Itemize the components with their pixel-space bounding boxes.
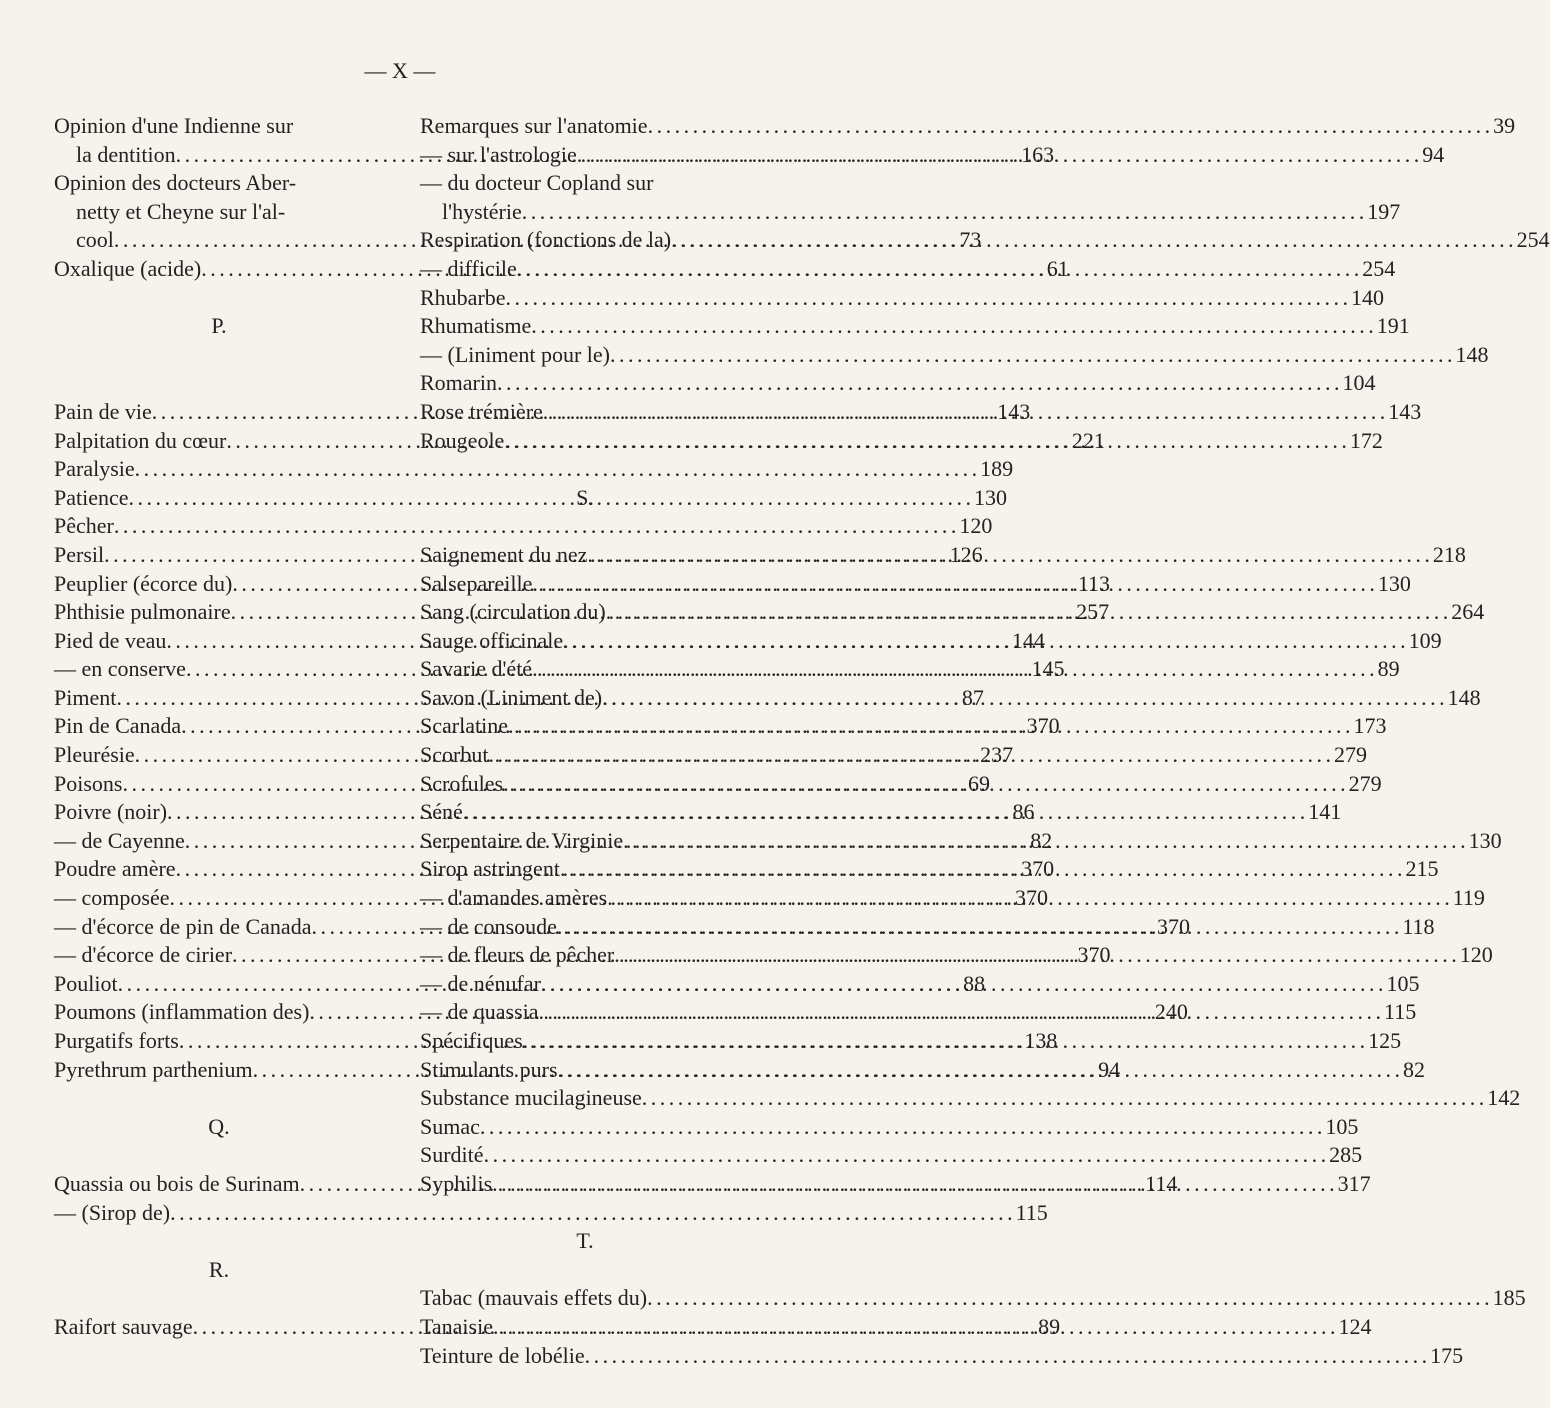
entry-page-number: 105 [1325, 1113, 1359, 1139]
leader-dots [539, 998, 1381, 1027]
leader-dots [463, 798, 1305, 827]
index-entry [420, 1284, 1526, 1313]
entry-page-number: 254 [1362, 255, 1396, 281]
leader-dots [560, 855, 1402, 884]
leader-dots [503, 770, 1345, 799]
spacer [54, 1084, 384, 1113]
index-entry [54, 455, 1014, 484]
entry-term: cool [76, 227, 114, 253]
leader-dots [541, 970, 1383, 999]
entry-term: — de quassia [420, 999, 539, 1025]
entry-page-number: 61 [1046, 255, 1069, 281]
leader-dots [508, 712, 1350, 741]
leader-dots [497, 369, 1339, 398]
index-entry [54, 198, 384, 227]
entry-page-number: 69 [967, 770, 990, 796]
entry-page-number: 138 [1024, 1028, 1058, 1053]
leader-dots [648, 112, 1490, 141]
leader-dots [532, 655, 1374, 684]
entry-term: Sumac [420, 1113, 480, 1139]
entry-term: — de nénufar [420, 970, 541, 996]
entry-term: Pouliot [54, 970, 118, 996]
index-entry [420, 169, 750, 198]
entry-term: Poivre (noir) [54, 799, 168, 825]
entry-page-number: 86 [1012, 799, 1035, 825]
entry-term: Spécifiques [420, 1028, 523, 1053]
entry-page-number: 175 [1430, 1342, 1464, 1368]
entry-page-number: 120 [1459, 942, 1493, 968]
entry-term: Substance mucilagineuse [420, 1085, 642, 1111]
section-letter: Q. [208, 1113, 230, 1139]
entry-page-number: 89 [1377, 656, 1400, 682]
entry-term: Opinion d'une Indienne sur [54, 113, 294, 138]
entry-term: Séné [420, 799, 463, 825]
entry-term: Pleurésie [54, 742, 135, 768]
leader-dots [623, 827, 1465, 856]
index-entry [420, 1113, 1359, 1142]
leader-dots [532, 570, 1374, 599]
index-entry [420, 284, 1385, 313]
entry-page-number: 73 [959, 227, 982, 253]
entry-term: — d'amandes amères [420, 885, 608, 911]
entry-page-number: 143 [1388, 398, 1422, 424]
leader-dots [493, 1313, 1335, 1342]
index-entry [420, 198, 1401, 227]
entry-page-number: 279 [1348, 770, 1382, 796]
entry-term: Pied de veau [54, 627, 167, 653]
entry-term: Stimulants purs [420, 1056, 558, 1082]
entry-term: Rhumatisme [420, 313, 532, 339]
spacer [54, 1227, 384, 1256]
leader-dots [506, 284, 1348, 313]
entry-term: Raifort sauvage [54, 1313, 193, 1339]
entry-term: Surdité [420, 1142, 484, 1168]
entry-term: Rose trémière [420, 398, 543, 424]
entry-term: — de fleurs de pêcher [420, 942, 615, 968]
entry-term: Sirop astringent [420, 856, 560, 882]
leader-dots [504, 427, 1346, 456]
entry-page-number: 191 [1376, 313, 1410, 339]
index-entry [420, 112, 1516, 141]
entry-page-number: 125 [1368, 1028, 1402, 1053]
index-entry [420, 312, 1410, 341]
leader-dots [488, 741, 1330, 770]
entry-term: Saignement du nez [420, 541, 588, 567]
spacer [420, 1199, 750, 1228]
spacer [54, 1141, 384, 1170]
section-letter: R. [208, 1256, 230, 1282]
leader-dots [606, 598, 1448, 627]
entry-term: — de consoude [420, 913, 557, 939]
entry-page-number: 221 [1071, 427, 1105, 453]
entry-page-number: 94 [1422, 141, 1445, 167]
entry-page-number: 140 [1351, 284, 1385, 310]
entry-term: Poisons [54, 770, 123, 796]
leader-dots [587, 541, 1429, 570]
entry-term: — de Cayenne [54, 827, 185, 853]
entry-term: Scrofules [420, 770, 504, 796]
entry-term: Sauge officinale [420, 627, 564, 653]
entry-page-number: 130 [1377, 570, 1411, 596]
entry-term: Pin de Canada [54, 713, 182, 739]
entry-term: Pyrethrum parthenium [54, 1056, 253, 1082]
entry-term: Salsepareille [420, 570, 533, 596]
entry-term: Piment [54, 684, 117, 710]
entry-term: Opinion des docteurs Aber- [54, 170, 297, 196]
spacer [420, 512, 750, 541]
entry-term: Purgatifs forts [54, 1028, 179, 1053]
index-entry [420, 369, 1376, 398]
leader-dots [531, 312, 1373, 341]
spacer [54, 369, 384, 398]
entry-page-number: 39 [1493, 113, 1516, 138]
entry-term: Remarques sur l'anatomie [420, 113, 648, 138]
entry-page-number: 89 [1038, 1313, 1061, 1339]
entry-page-number: 109 [1408, 627, 1442, 653]
entry-page-number: 189 [980, 456, 1014, 482]
leader-dots [543, 398, 1385, 427]
entry-term: — en conserve [54, 656, 186, 682]
entry-page-number: 370 [1156, 913, 1190, 939]
entry-term: la dentition [76, 141, 176, 167]
leader-dots [558, 1056, 1400, 1085]
entry-page-number: 124 [1338, 1313, 1372, 1339]
entry-term: Savon (Liniment de) [420, 684, 603, 710]
entry-term: Pain de vie [54, 398, 152, 424]
entry-term: Respiration (fonctions de la) [420, 227, 672, 253]
entry-page-number: 87 [961, 684, 984, 710]
entry-term: Paralysie [54, 456, 135, 482]
entry-page-number: 82 [1403, 1056, 1426, 1082]
leader-dots [671, 226, 1513, 255]
entry-page-number: 118 [1402, 913, 1435, 939]
leader-dots [517, 255, 1359, 284]
index-entry [54, 484, 1008, 513]
entry-term: Scorbut [420, 742, 489, 768]
entry-term: Teinture de lobélie [420, 1342, 585, 1368]
entry-page-number: 172 [1349, 427, 1383, 453]
entry-page-number: 120 [959, 513, 993, 539]
entry-page-number: 114 [1145, 1170, 1178, 1196]
leader-dots [585, 1342, 1427, 1371]
entry-page-number: 163 [1021, 141, 1055, 167]
index-entry [54, 1199, 1048, 1228]
section-letter: P. [211, 313, 227, 339]
entry-term: — d'écorce de cirier [54, 942, 233, 968]
entry-page-number: 143 [997, 398, 1031, 424]
entry-term: Patience [54, 484, 129, 510]
entry-term: — difficile [420, 255, 517, 281]
spacer [420, 455, 750, 484]
entry-term: Savarie d'été [420, 656, 533, 682]
spacer [54, 284, 384, 313]
spacer [54, 1284, 384, 1313]
entry-page-number: 126 [949, 541, 983, 567]
entry-term: Tabac (mauvais effets du) [420, 1285, 648, 1311]
entry-page-number: 254 [1516, 227, 1550, 253]
entry-term: Rougeole [420, 427, 505, 453]
entry-term: — (Liniment pour le) [420, 341, 611, 367]
entry-page-number: 370 [1021, 856, 1055, 882]
section-letter: T. [576, 1228, 594, 1254]
entry-page-number: 237 [980, 742, 1014, 768]
leader-dots [647, 1284, 1489, 1313]
entry-page-number: 173 [1353, 713, 1387, 739]
leader-dots [607, 884, 1449, 913]
entry-term: Pêcher [54, 513, 114, 539]
entry-page-number: 370 [1026, 713, 1060, 739]
entry-page-number: 264 [1451, 599, 1485, 625]
index-entry [420, 1084, 1521, 1113]
index-entry [54, 112, 384, 141]
entry-term: Sang (circulation du) [420, 599, 606, 625]
entry-page-number: 141 [1308, 799, 1342, 825]
entry-page-number: 105 [1386, 970, 1420, 996]
entry-page-number: 144 [1011, 627, 1045, 653]
entry-page-number: 370 [1077, 942, 1111, 968]
leader-dots [492, 1170, 1334, 1199]
entry-term: — d'écorce de pin de Canada [54, 913, 312, 939]
leader-dots [522, 198, 1364, 227]
entry-term: — du docteur Copland sur [420, 170, 654, 196]
entry-term: Phthisie pulmonaire [54, 599, 231, 625]
leader-dots [563, 627, 1405, 656]
entry-term: l'hystérie [442, 198, 522, 224]
entry-page-number: 115 [1015, 1199, 1048, 1225]
entry-term: Romarin [420, 370, 497, 396]
entry-page-number: 130 [974, 484, 1008, 510]
leader-dots [614, 941, 1456, 970]
spacer [420, 1256, 750, 1285]
entry-term: Tanaisie [420, 1313, 493, 1339]
entry-page-number: 145 [1031, 656, 1065, 682]
entry-term: Poumons (inflammation des) [54, 999, 310, 1025]
spacer [54, 341, 384, 370]
entry-page-number: 119 [1452, 885, 1485, 911]
leader-dots [610, 341, 1452, 370]
index-entry [420, 398, 1422, 427]
leader-dots [602, 684, 1444, 713]
leader-dots [523, 1027, 1365, 1056]
entry-term: Peuplier (écorce du) [54, 570, 233, 596]
entry-term: Rhubarbe [420, 284, 506, 310]
index-entry [420, 341, 1489, 370]
entry-term: — sur l'astrologie [420, 141, 577, 167]
entry-term: Palpitation du cœur [54, 427, 227, 453]
entry-page-number: 218 [1432, 541, 1466, 567]
entry-term: Serpentaire de Virginie [420, 827, 624, 853]
entry-page-number: 197 [1367, 198, 1401, 224]
entry-page-number: 82 [1030, 827, 1053, 853]
section-letter: S. [576, 484, 594, 510]
index-entry [54, 169, 384, 198]
entry-page-number: 94 [1098, 1056, 1121, 1082]
entry-page-number: 113 [1077, 570, 1111, 596]
entry-page-number: 148 [1447, 684, 1481, 710]
index-entry [54, 512, 993, 541]
entry-page-number: 148 [1455, 341, 1489, 367]
page-header: — X — [364, 58, 436, 83]
leader-dots [480, 1113, 1322, 1142]
leader-dots [642, 1084, 1484, 1113]
leader-dots [557, 913, 1399, 942]
entry-term: Scarlatine [420, 713, 508, 739]
entry-term: Oxalique (acide) [54, 255, 202, 281]
entry-page-number: 185 [1492, 1285, 1526, 1311]
entry-page-number: 142 [1487, 1085, 1521, 1111]
entry-page-number: 317 [1337, 1170, 1371, 1196]
entry-term: Syphilis [420, 1170, 493, 1196]
entry-term: Persil [54, 541, 105, 567]
entry-page-number: 257 [1076, 599, 1110, 625]
entry-page-number: 115 [1384, 999, 1417, 1025]
entry-term: — composée [54, 885, 170, 911]
entry-term: Quassia ou bois de Surinam [54, 1170, 300, 1196]
entry-term: — (Sirop de) [54, 1199, 171, 1225]
entry-page-number: 370 [1014, 885, 1048, 911]
index-entry [420, 1342, 1464, 1371]
entry-page-number: 279 [1333, 742, 1367, 768]
leader-dots [577, 141, 1419, 170]
leader-dots [484, 1141, 1326, 1170]
entry-page-number: 215 [1405, 856, 1439, 882]
entry-page-number: 285 [1329, 1142, 1363, 1168]
entry-term: netty et Cheyne sur l'al- [76, 198, 286, 224]
entry-page-number: 88 [963, 970, 986, 996]
index-entry [420, 1141, 1363, 1170]
entry-term: Poudre amère [54, 856, 176, 882]
entry-page-number: 240 [1154, 999, 1188, 1025]
entry-page-number: 130 [1468, 827, 1502, 853]
entry-page-number: 104 [1342, 370, 1376, 396]
